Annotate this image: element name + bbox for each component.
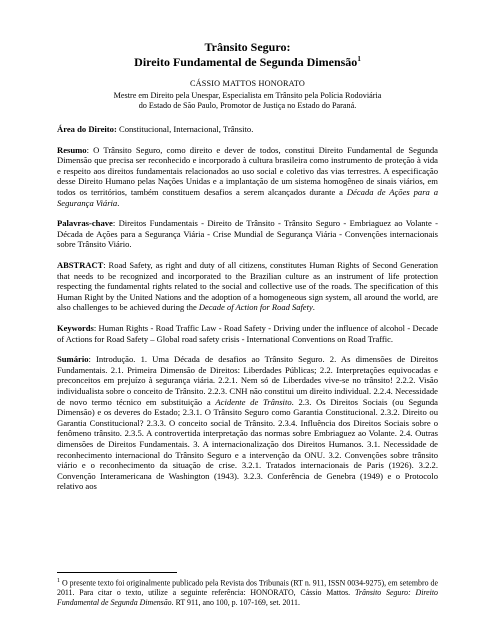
palavras-chave-text: : Direitos Fundamentais - Direito de Trânsito - Trânsito Seguro - Embriaguez ao Volante - Década de Ações para a Segurança Viária - Crise Mundial de Segurança Viária - Convenções internacionais sobre Trânsito Viário. <box>57 218 438 250</box>
abstract-text: : Road Safety, as right and duty of all citizens, constitutes Human Rights of Second Generation that needs to be recognized and incorporated to the Brazilian culture as an instrument of life protection respecting the fundamental rights related to the social and collective use of the roads. The specification of this Human Right by the United Nations and the adoption of a homogeneous sign system, all around the world, are also challenges to be achieved during the <box>57 260 438 313</box>
footnote-1 <box>57 577 438 608</box>
sumario-text-2: . 2.3. Os Direitos Sociais (ou Segunda Dimensão) e os deveres do Estado; 2.3.1. O Trânsito Seguro como Garantia Constitucional. 2.3.2. Direito ou Garantia Constitucional? 2.3.3. O conceito social de Trânsito. 2.3.4. Influência dos Direitos Sociais sobre o fenômeno trânsito. 2.3.5. A controvertida interpretação das normas sobre Embriaguez ao Volante. 2.4. Outras dimensões de Direitos Fundamentais. 3. A internacionalização dos Direitos Humanos. 3.1. Necessidade de reconhecimento internacional do Trânsito Seguro e a intervenção da ONU. 3.2. Convenções sobre trânsito viário e o reconhecimento da situação de crise. 3.2.1. Tratados internacionais de Paris (1926). 3.2.2. Convenção Interamericana de Washington (1943). 3.2.3. Conferência de Genebra (1949) e o Protocolo relativo aos <box>57 396 438 492</box>
author-name: CÁSSIO MATTOS HONORATO <box>189 79 306 88</box>
keywords-paragraph <box>57 323 438 344</box>
affiliation-line-2: do Estado de São Paulo, Promotor de Justiça no Estado do Paraná. <box>138 100 357 110</box>
resumo-text: : O Trânsito Seguro, como direito e dever de todos, constitui Direito Fundamental de Segunda Dimensão que precisa ser reconhecido e incorporado à cultura brasileira como instrumento de proteção à vida e respeito aos direitos fundamentais relacionados ao uso social e coletivo das vias terrestres. A especificação desse Direito Humano pelas Nações Unidas e a implantação de um sistema homogêneo de sinais viários, em todos os territórios, também constituem desafios a serem alcançados durante a <box>57 144 438 198</box>
abstract-italic: Decade of Action for Road Safety <box>198 302 313 313</box>
palavras-chave-paragraph <box>57 218 438 250</box>
title-line-2 <box>57 55 438 70</box>
title-line-1: Trânsito Seguro: <box>204 40 291 54</box>
resumo-paragraph <box>57 145 438 209</box>
abstract-label: ABSTRACT <box>57 260 104 271</box>
area-do-direito <box>57 124 438 135</box>
footnote-italic: Trânsito Seguro: Direito Fundamental de Segunda Dimensão <box>57 588 438 608</box>
resumo-label: Resumo <box>57 144 87 155</box>
keywords-text: : Human Rights - Road Traffic Law - Road Safety - Driving under the influence of alcohol - Decade of Actions for Road Safety – Global road safety crisis - International Conventions on Road Traffic. <box>57 323 438 344</box>
title-line-2-text: Direito Fundamental de Segunda Dimensão <box>134 54 358 69</box>
abstract-end: . <box>312 302 315 313</box>
resumo-end: . <box>117 197 120 208</box>
footnote-text: O presente texto foi originalmente publicado pela Revista dos Tribunais (RT n. 911, ISSN 0034-9275), em setembro de 2011. Para citar o texto, utilize a seguinte referência: HONORATO, Cássio Mattos. <box>57 578 438 598</box>
footnotes <box>57 572 438 608</box>
sumario-italic: Acidente de Trânsito <box>215 396 292 407</box>
footnote-end: . RT 911, ano 100, p. 107-169, set. 2011. <box>171 598 300 608</box>
palavras-chave-label: Palavras-chave <box>57 218 113 229</box>
document-title <box>57 40 438 69</box>
area-label: Área do Direito: <box>57 124 117 135</box>
author-affiliation <box>57 91 438 112</box>
area-text: Constitucional, Internacional, Trânsito. <box>118 124 254 135</box>
footnote-mark: 1 <box>57 578 60 584</box>
abstract-paragraph <box>57 260 438 313</box>
resumo-italic: Década de Ações para a Segurança Viária <box>57 187 438 208</box>
sumario-text-1: : Introdução. 1. Uma Década de desafios ao Trânsito Seguro. 2. As dimensões de Direitos Fundamentais. 2.1. Primeira Dimensão de Direitos: Liberdades Públicas; 2.2. Interpretações equivocadas e preconceitos em prejuízo à segurança viária. 2.2.1. Nem só de Liberdades vive-se no trânsito! 2.2.2. Visão individualista sobre o conceito de Trânsito. 2.2.3. CNH não constitui um direito individual. 2.2.4. Necessidade de novo termo técnico em substituição a <box>57 354 438 407</box>
keywords-label: Keywords <box>57 323 94 333</box>
footnote-rule <box>57 572 177 573</box>
title-footnote-mark: 1 <box>357 54 361 63</box>
sumario-label: Sumário <box>57 354 89 365</box>
sumario-paragraph <box>57 354 438 492</box>
affiliation-line-1: Mestre em Direito pela Unespar, Especialista em Trânsito pela Polícia Rodoviária <box>113 90 382 100</box>
